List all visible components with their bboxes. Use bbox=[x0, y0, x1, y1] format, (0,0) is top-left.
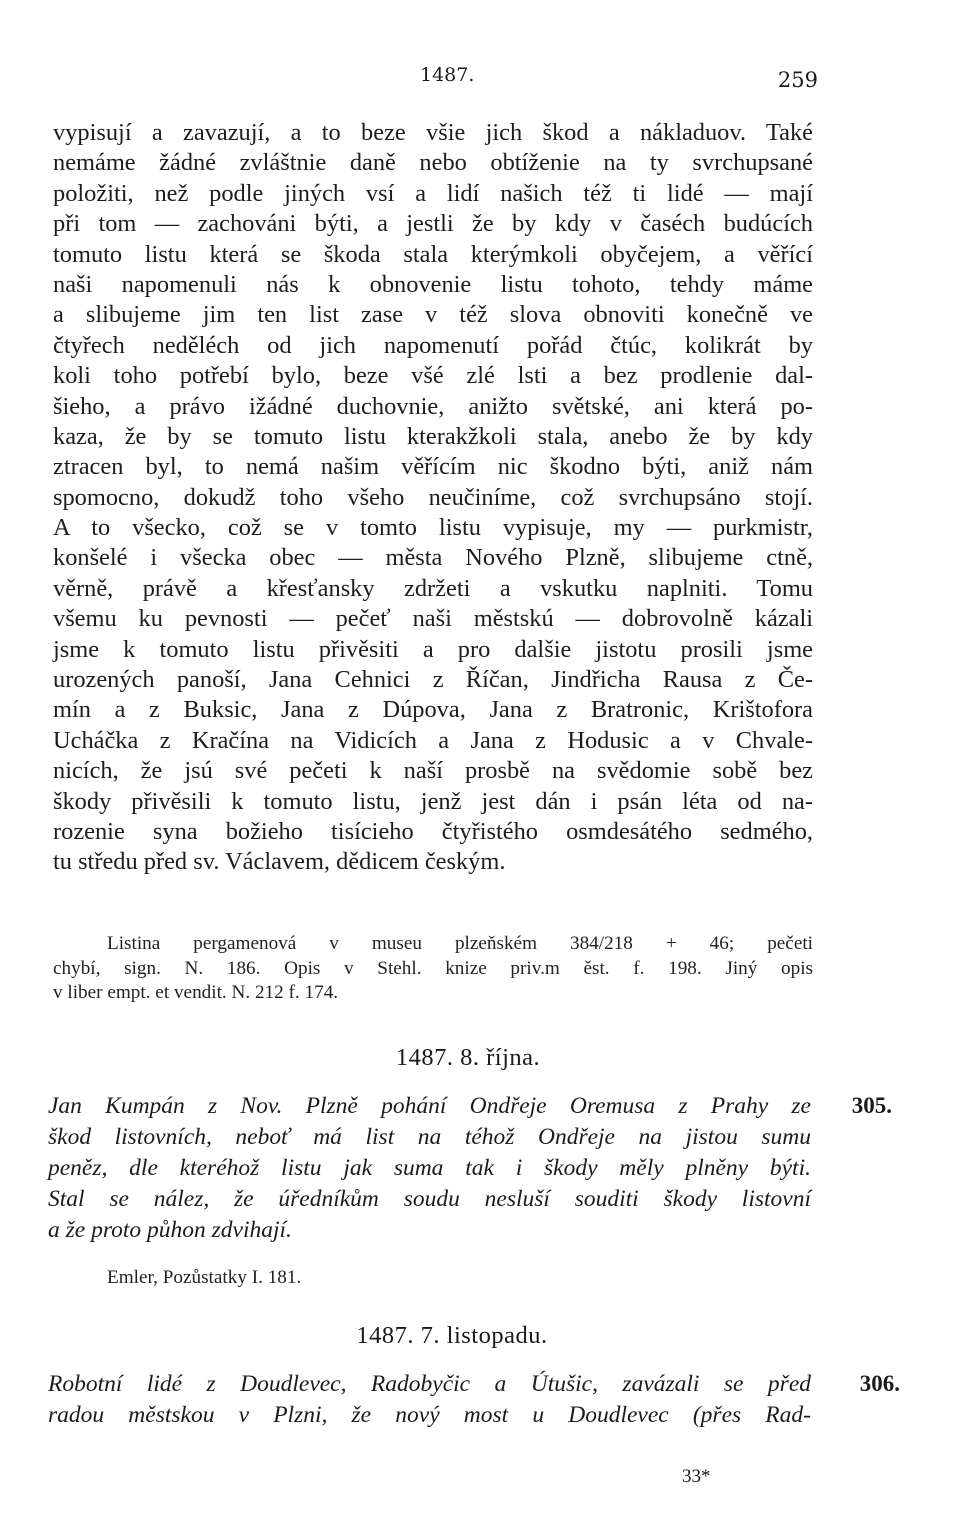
entry-306-number: 306. bbox=[859, 1371, 900, 1396]
document-body-text bbox=[53, 118, 813, 878]
text-line: kaza, že by se tomuto listu kterakžkoli stala, anebo že by kdy bbox=[53, 422, 813, 450]
text-line: koli toho potřebí bylo, beze všé zlé lsti a bez prodlenie dal- bbox=[53, 362, 813, 390]
text-line: tomuto listu která se škoda stala kterýmkoli obyčejem, a věřící bbox=[53, 240, 813, 268]
text-line: položiti, než podle jiných vsí a lidí našich též ti lidé — mají bbox=[53, 179, 813, 207]
regest-line: radou městskou v Plzni, že nový most u Doudlevec (přes Rad- bbox=[48, 1402, 811, 1428]
text-line: a slibujeme jim ten list zase v též slova obnoviti konečně ve bbox=[53, 301, 813, 329]
entry-305-number: 305. bbox=[851, 1093, 892, 1118]
entry-305-heading: 1487. 8. října. bbox=[395, 1044, 541, 1071]
text-line: tu středu před sv. Václavem, dědicem českým. bbox=[53, 848, 506, 876]
source-note-line: Emler, Pozůstatky I. 181. bbox=[107, 1267, 302, 1288]
regest-line: Stal se nález, že úředníkům soudu nesluší souditi škody listovní bbox=[48, 1186, 811, 1212]
running-head-year: 1487. bbox=[420, 64, 475, 86]
regest-line: Jan Kumpán z Nov. Plzně pohání Ondřeje Oremusa z Prahy ze bbox=[48, 1093, 811, 1119]
text-line: čtyřech neděléch od jich napomenutí pořád čtúc, kolikrát by bbox=[53, 331, 813, 359]
text-line: konšelé i všecka obec — města Nového Plzně, slibujeme ctně, bbox=[53, 544, 813, 572]
text-line: škody přivěsili k tomuto listu, jenž jest dán i psán léta od na- bbox=[53, 787, 813, 815]
regest-line: peněz, dle kteréhož listu jak suma tak i škody měly plněny býti. bbox=[48, 1155, 811, 1181]
text-line: věrně, právě a křesťansky zdržeti a vskutku naplniti. Tomu bbox=[53, 574, 813, 602]
text-line: rozenie syna božieho tisícieho čtyřistého osmdesátého sedmého, bbox=[53, 817, 813, 845]
text-line: nicích, že jsú své pečeti k naší prosbě na svědomie sobě bez bbox=[53, 757, 813, 785]
text-line: naši napomenuli nás k obnovenie listu tohoto, tehdy máme bbox=[53, 270, 813, 298]
text-line: Ucháčka z Kračína na Vidicích a Jana z Hodusic a v Chvale- bbox=[53, 726, 813, 754]
entry-306-regest bbox=[48, 1369, 811, 1431]
regest-line: škod listovních, neboť má list na téhož Ondřeje na jistou sumu bbox=[48, 1124, 811, 1150]
text-line: mín a z Buksic, Jana z Dúpova, Jana z Bratronic, Krištofora bbox=[53, 696, 813, 724]
source-note-line: chybí, sign. N. 186. Opis v Stehl. knize priv.m ěst. f. 198. Jiný opis bbox=[53, 957, 813, 979]
regest-line: Robotní lidé z Doudlevec, Radobyčic a Útušic, zavázali se před bbox=[48, 1371, 811, 1397]
source-note bbox=[53, 932, 813, 1006]
text-line: ztracen byl, to nemá našim věřícím nic škodno býti, aniž nám bbox=[53, 453, 813, 481]
regest-line: a že proto půhon zdvihají. bbox=[48, 1217, 292, 1243]
text-line: A to všecko, což se v tomto listu vypisuje, my — purkmistr, bbox=[53, 514, 813, 542]
running-header bbox=[0, 64, 960, 94]
text-line: šieho, a právo ižádné duchovnie, anižto světské, ani která po- bbox=[53, 392, 813, 420]
signature-mark: 33* bbox=[682, 1466, 711, 1487]
text-line: při tom — zachováni býti, a jestli že by kdy v časéch budúcích bbox=[53, 210, 813, 238]
entry-305-regest bbox=[48, 1091, 811, 1246]
text-line: urozených panoší, Jana Cehnici z Říčan, Jindřicha Rausa z Če- bbox=[53, 666, 813, 694]
text-line: spomocno, dokudž toho všeho neučiníme, což svrchupsáno stojí. bbox=[53, 483, 813, 511]
text-line: vypisují a zavazují, a to beze všie jich škod a nákladuov. Také bbox=[53, 119, 813, 146]
source-note-line: v liber empt. et vendit. N. 212 f. 174. bbox=[53, 982, 339, 1003]
source-note-line: Listina pergamenová v museu plzeňském 384/218 + 46; pečeti bbox=[107, 933, 813, 954]
text-line: všemu ku pevnosti — pečeť naši městskú — dobrovolně kázali bbox=[53, 605, 813, 633]
page-number: 259 bbox=[777, 68, 818, 92]
text-line: nemáme žádné zvláštnie daně nebo obtíženie na ty svrchupsané bbox=[53, 149, 813, 177]
entry-306-heading: 1487. 7. listopadu. bbox=[356, 1322, 548, 1349]
text-line: jsme k tomuto listu přivěsiti a pro dalšie jistotu prosili jsme bbox=[53, 635, 813, 663]
entry-305-source bbox=[53, 1266, 813, 1291]
